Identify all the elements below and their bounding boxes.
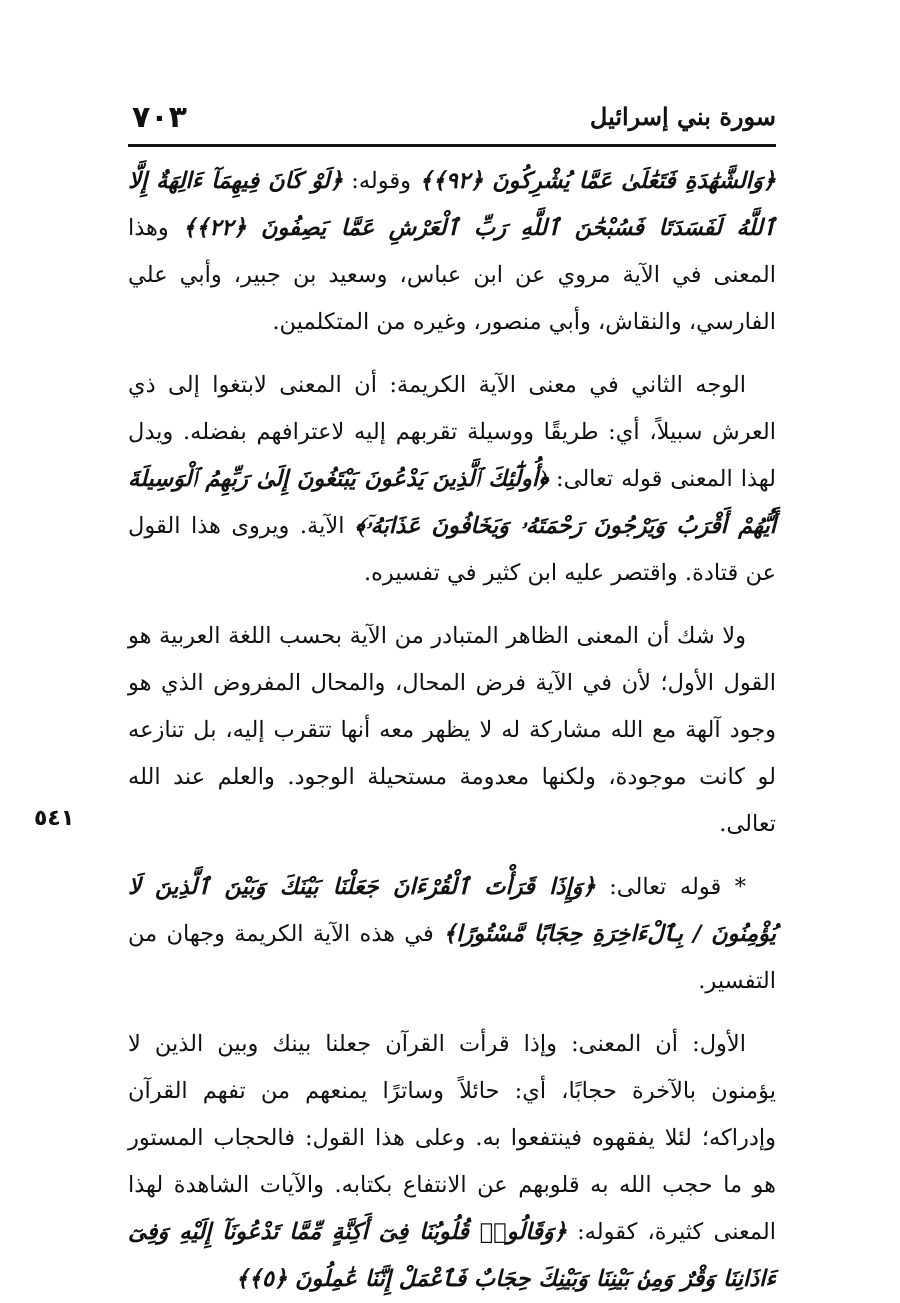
paragraph-text: الأول: أن المعنى: وإذا قرأت القرآن جعلنا بينك وبين الذين لا يؤمنون بالآخرة حجابًا، أي: حائلاً وساترًا يمنعهم من تفهم القرآن وإدراكه؛ لئلا يفقهوه فينتفعوا به. وعلى هذا القول: فالحجاب المستور هو ما حجب الله به قلوبهم عن الانتفاع بكتابه. والآيات الشاهدة لهذا المعنى كثيرة، كقوله: bbox=[128, 1031, 776, 1245]
paragraph-text: وقوله: bbox=[342, 168, 420, 194]
paragraph-1 bbox=[128, 158, 776, 346]
paragraph-text: وهذا المعنى في الآية مروي عن ابن عباس، وسعيد بن جبير، وأبي علي الفارسي، والنقاش، وأبي منصور، وغيره من المتكلمين. bbox=[128, 215, 776, 335]
running-title: سورة بني إسرائيل bbox=[589, 102, 776, 131]
quran-verse: ﴿وَالشَّهَٰدَةِ فَتَعَٰلَىٰ عَمَّا يُشْرِكُونَ ﴿٩٢﴾﴾ bbox=[419, 168, 776, 194]
paragraph-text: في هذه الآية الكريمة وجهان من التفسير. bbox=[128, 921, 776, 994]
paragraph-3 bbox=[128, 613, 776, 848]
paragraph-text: الوجه الثاني في معنى الآية الكريمة: أن المعنى لابتغوا إلى ذي العرش سبيلاً، أي: طريقًا ووسيلة تقربهم إليه لاعترافهم بفضله. ويدل لهذا المعنى قوله تعالى: bbox=[128, 372, 776, 492]
page-header bbox=[128, 92, 776, 147]
paragraph-2 bbox=[128, 362, 776, 597]
quran-verse: ﴿أُولَٰٓئِكَ ٱلَّذِينَ يَدْعُونَ يَبْتَغُونَ إِلَىٰ رَبِّهِمُ ٱلْوَسِيلَةَ أَيُّهُمْ أَقْرَبُ وَيَرْجُونَ رَحْمَتَهُۥ وَيَخَافُونَ عَذَابَهُۥٓ﴾ bbox=[128, 466, 776, 539]
page-number: ٧٠٣ bbox=[132, 100, 187, 135]
margin-reference-number: ٥٤١ bbox=[34, 806, 75, 831]
quran-verse: ﴿وَقَالُوا۟ قُلُوبُنَا فِىٓ أَكِنَّةٍ مِّمَّا تَدْعُونَآ إِلَيْهِ وَفِىٓ ءَاذَانِنَا وَقْرٌ وَمِنۢ بَيْنِنَا وَبَيْنِكَ حِجَابٌ فَٱعْمَلْ إِنَّنَا عَٰمِلُونَ ﴿٥﴾﴾ bbox=[128, 1219, 776, 1292]
paragraph-text: ولا شك أن المعنى الظاهر المتبادر من الآية بحسب اللغة العربية هو القول الأول؛ لأن في الآية فرض المحال، والمحال المفروض الذي هو وجود آلهة مع الله مشاركة له لا يظهر معه أنها تتقرب إليه، بل تنازعه لو كانت موجودة، ولكنها معدومة مستحيلة الوجود. والعلم عند الله تعالى. bbox=[128, 623, 776, 837]
paragraph-4 bbox=[128, 864, 776, 1005]
quran-verse: ﴿لَوْ كَانَ فِيهِمَآ ءَالِهَةٌ إِلَّا ٱللَّهُ لَفَسَدَتَا فَسُبْحَٰنَ ٱللَّهِ رَبِّ ٱلْعَرْشِ عَمَّا يَصِفُونَ ﴿٢٢﴾﴾ bbox=[128, 168, 776, 241]
page-body bbox=[128, 158, 776, 1303]
quran-verse: ﴿وَإِذَا قَرَأْتَ ٱلْقُرْءَانَ جَعَلْنَا بَيْنَكَ وَبَيْنَ ٱلَّذِينَ لَا يُؤْمِنُونَ / بِٱلْءَاخِرَةِ حِجَابًا مَّسْتُورًا﴾ bbox=[128, 874, 777, 947]
paragraph-text: * قوله تعالى: bbox=[595, 874, 746, 900]
paragraph-text: الآية. ويروى هذا القول عن قتادة. واقتصر عليه ابن كثير في تفسيره. bbox=[128, 513, 776, 586]
paragraph-5 bbox=[128, 1021, 776, 1303]
